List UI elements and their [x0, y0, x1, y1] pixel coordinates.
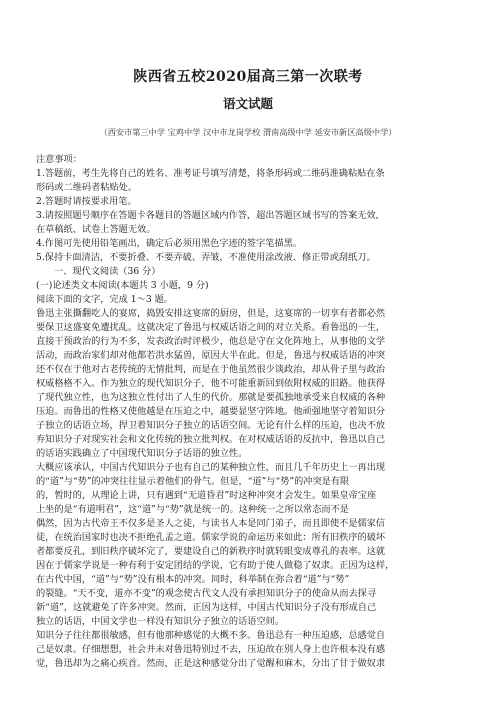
passage-line: 的“道”与“势”的冲突往往显示着他们的骨气。但是，“道”与“势”的冲突是有限: [36, 476, 350, 487]
passage-line: 在古代中国，“道”与“势”没有根本的冲突。同时，科举制在弥合着“道”与“势”: [36, 574, 350, 585]
notice-item: 5.保持卡面清洁，不要折叠、不要弄破、弄皱，不准使用涂改液、修正带或刮纸刀。: [36, 252, 376, 263]
passage-line: 新“道”，这就避免了许多冲突。然而，正因为这样，中国古代知识分子没有形成自己: [36, 602, 377, 613]
passage-line: 独立的话语，中国文学也一样没有知识分子独立的话语空间。: [36, 616, 285, 627]
passage-line: 己是奴隶。仔细想想，社会并未对鲁迅特别过不去，压迫故在别人身上也许根本没有感: [36, 644, 386, 655]
reading-passage: [36, 307, 466, 671]
passage-line: 觉，鲁迅却为之痛心疾首。然而，正是这种感觉分出了觉醒和麻木，分出了甘于做奴隶: [36, 658, 386, 669]
passage-line: 上坐的是“有道明君”，这“道”与“势”就是统一的。这种统一之所以常态而不是: [36, 504, 349, 515]
passage-line: 的裂缝。“天不变，道亦不变”的观念使古代文人没有承担知识分子的使命从而去探寻: [36, 588, 377, 599]
exam-subtitle: 语文试题: [222, 96, 273, 111]
passage-line: 的话语实践确立了中国现代知识分子话语的独立性。: [36, 448, 248, 459]
passage-line: 了现代独立性，也为这独立性付出了人生的代价。那就是要孤独地承受来自权威的各种: [36, 392, 386, 403]
passage-line: 者都要反孔，到旧秩序破坏完了，要建设自己的新秩序时就转眼变成尊孔的表率。这就: [36, 546, 386, 557]
passage-line: 子独立的话语立场，捍卫着知识分子独立的话语空间。无论有什么样的压迫，也决不放: [36, 420, 386, 431]
passage-line: 活动，而政治家们却对他都若洪水猛兽，原因大半在此。但是，鲁迅与权威话语的冲突: [36, 350, 386, 361]
passage-line: 徒，在统治国家时也决不拒绝孔孟之道。儒家学说的命运历来如此：所有旧秩序的破坏: [36, 532, 386, 543]
subsection-heading: (一)论述类文本阅读(本题共 3 小题，9 分): [36, 280, 209, 291]
notice-item: 2.答题时请按要求用笔。: [36, 196, 137, 207]
notice-heading: 注意事项：: [36, 154, 82, 165]
passage-line: 因在于儒家学说是一种有利于安定团结的学说，它有助于使人做稳了奴隶。正因为这样，: [36, 560, 395, 571]
notice-block: [36, 153, 466, 307]
notice-item: 在草稿纸、试卷上答题无效。: [36, 224, 156, 235]
exam-title: 陕西省五校2020届高三第一次联考: [133, 69, 363, 85]
notice-item: 1.答题前，考生先将自己的姓名、准考证号填写清楚，将条形码或二维码准确粘贴在条: [36, 168, 385, 179]
passage-line: 大概应该承认，中国古代知识分子也有自己的某种独立性，而且几千年历史上一再出现: [36, 462, 386, 473]
passage-line: 要保卫这盛宴免遭扰乱。这就决定了鲁迅与权威话语之间的对立关系。看鲁迅的一生，: [36, 322, 386, 333]
passage-line: 弃知识分子对现实社会和文化传统的独立批判权。在对权威话语的反抗中，鲁迅以自己: [36, 434, 386, 445]
notice-item: 形码或二维码者粘贴处。: [36, 182, 138, 193]
passage-line: 偶然，因为古代帝王不仅多是圣人之徒，与读书人本是同门弟子，而且即使不是儒家信: [36, 518, 386, 529]
notice-item: 4.作图可先使用铅笔画出，确定后必须用黑色字迹的签字笔描黑。: [36, 238, 303, 249]
passage-line: 压迫。而鲁迅的性格又使他越是在压迫之中，越要显坚守阵地。他顽强地坚守着知识分: [36, 406, 386, 417]
passage-line: 知识分子往往都很敏感，但有他那种感觉的大概不多。鲁迅总有一种压迫感，总感觉自: [36, 630, 386, 641]
reading-instruction: 阅读下面的文字，完成 1～3 题。: [36, 294, 173, 305]
section-heading: 一、现代文阅读（36 分）: [54, 266, 161, 277]
passage-line: 的，暂时的，从理论上讲，只有遇到“无道昏君”时这种冲突才会发生。如果皇帝宝座: [36, 490, 377, 501]
schools-line: （西安市第三中学 宝鸡中学 汉中市龙岗学校 渭南高级中学 延安市新区高级中学）: [99, 127, 397, 137]
passage-line: 还不仅在于他对古老传统的无情批判，而是在于他虽然很少谈政治，却从骨子里与政治: [36, 364, 386, 375]
passage-line: 直接干预政治的行为不多，发表政治时评极少，他总是守在文化阵地上，从事他的文学: [36, 336, 386, 347]
notice-item: 3.请按照题号顺序在答题卡各题目的答题区域内作答，超出答题区域书写的答案无效，: [36, 210, 385, 221]
passage-line: 鲁迅主张撕翻吃人的宴席，捣毁安排这宴席的厨房，但是，这宴席的一切享有者都必然: [36, 308, 386, 319]
passage-line: 权威格格不入。作为独立的现代知识分子，他不可能重新回到依附权威的旧路。他获得: [36, 378, 386, 389]
